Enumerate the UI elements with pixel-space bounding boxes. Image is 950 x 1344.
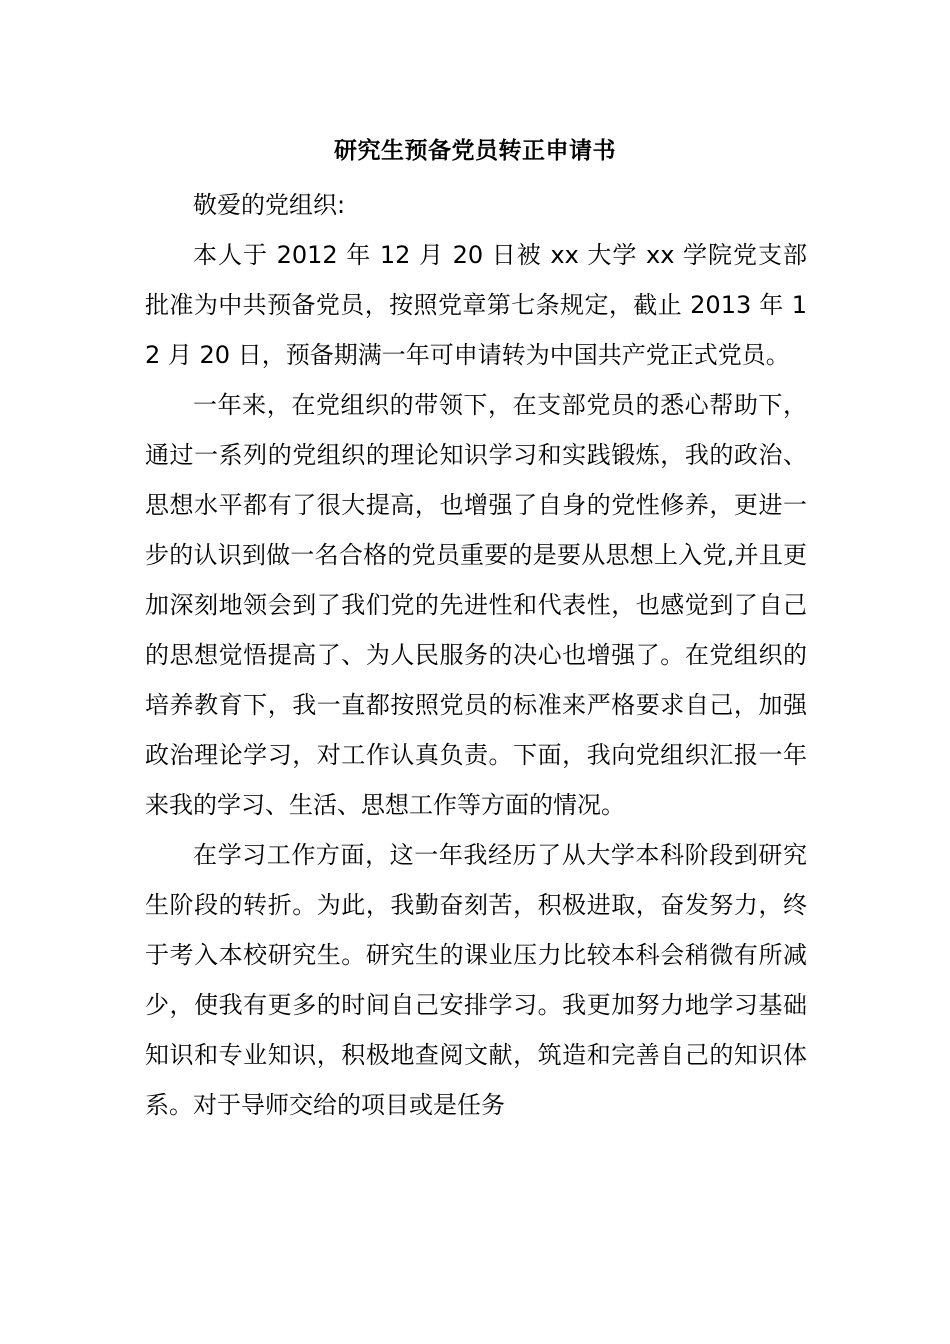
paragraph-2: 一年来，在党组织的带领下，在支部党员的悉心帮助下，通过一系列的党组织的理论知识学习和实践锻炼，我的政治、思想水平都有了很大提高，也增强了自身的党性修养，更进一步的认识到做一名合格的党员重要的是要从思想上入党,并且更加深刻地领会到了我们党的先进性和代表性，也感觉到了自己的思想觉悟提高了、为人民服务的决心也增强了。在党组织的培养教育下，我一直都按照党员的标准来严格要求自己，加强政治理论学习，对工作认真负责。下面，我向党组织汇报一年来我的学习、生活、思想工作等方面的情况。 [145, 391, 807, 819]
salutation: 敬爱的党组织: [193, 191, 346, 219]
document-body [145, 180, 807, 1130]
paragraph-3: 在学习工作方面，这一年我经历了从大学本科阶段到研究生阶段的转折。为此，我勤奋刻苦，积极进取，奋发努力，终于考入本校研究生。研究生的课业压力比较本科会稍微有所减少，使我有更多的时间自己安排学习。我更加努力地学习基础知识和专业知识，积极地查阅文献，筑造和完善自己的知识体系。对于导师交给的项目或是任务 [145, 841, 807, 1119]
paragraph-1: 本人于 2012 年 12 月 20 日被 xx 大学 xx 学院党支部批准为中共预备党员，按照党章第七条规定，截止 2013 年 12 月 20 日，预备期满一年可申请转为中国共产党正式党员。 [145, 241, 807, 369]
document-title: 研究生预备党员转正申请书 [334, 138, 616, 164]
